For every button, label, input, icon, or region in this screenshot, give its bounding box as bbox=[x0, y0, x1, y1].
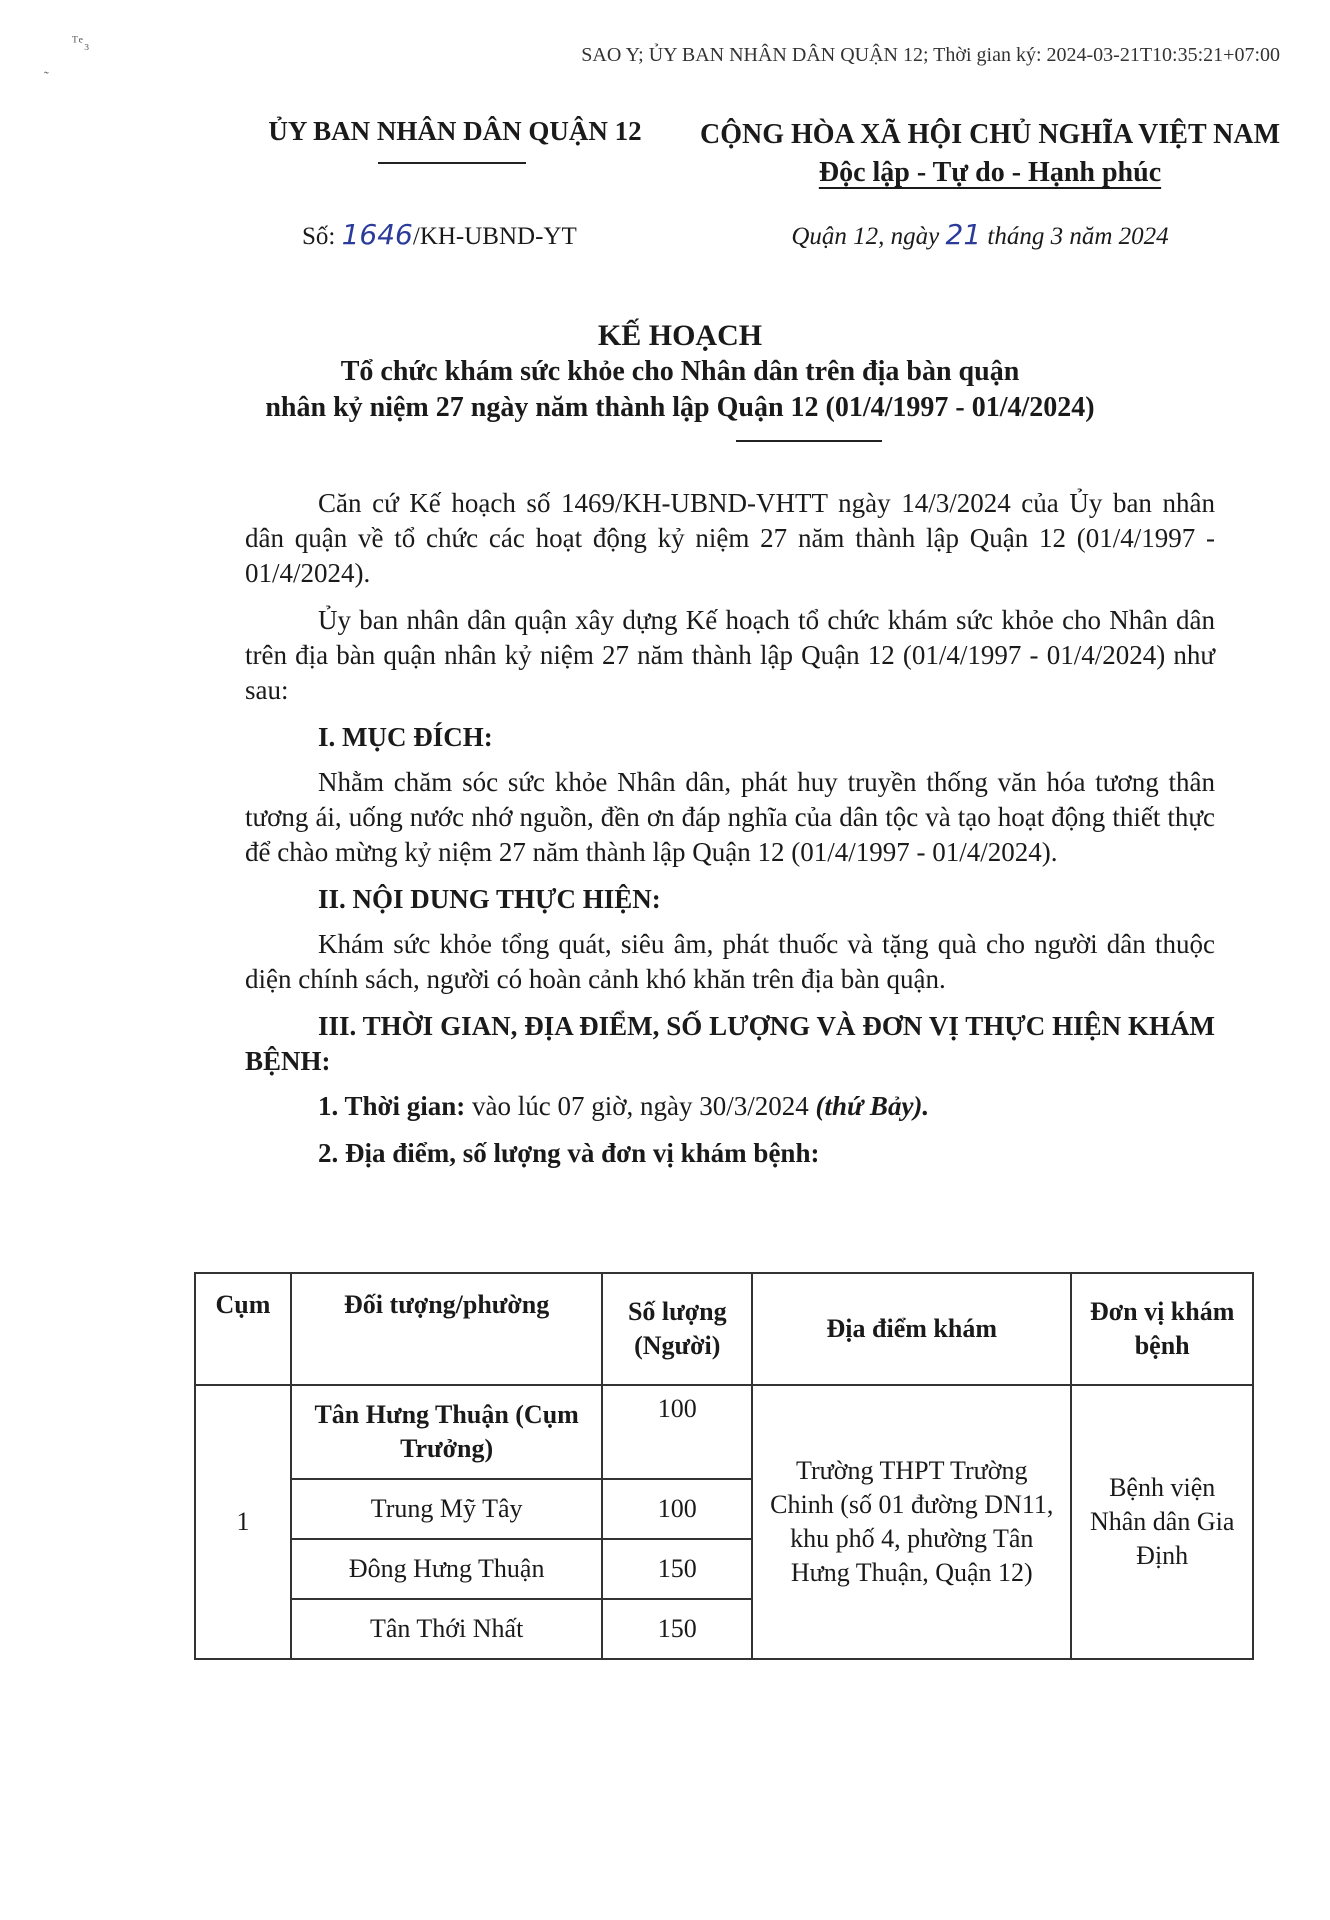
date-prefix: Quận 12, ngày bbox=[791, 223, 946, 250]
issuing-agency: ỦY BAN NHÂN DÂN QUẬN 12 bbox=[268, 116, 642, 146]
table-header-cell: Cụm bbox=[195, 1273, 291, 1385]
date-suffix: tháng 3 năm 2024 bbox=[981, 223, 1169, 250]
document-number bbox=[302, 218, 577, 251]
heading-location-table: 2. Địa điểm, số lượng và đơn vị khám bệnh: bbox=[318, 1138, 820, 1168]
table-header-cell: Số lượng (Người) bbox=[602, 1273, 752, 1385]
table-header-cell: Đối tượng/phường bbox=[291, 1273, 602, 1385]
title-line-2: nhân kỷ niệm 27 ngày năm thành lập Quận 12 (01/4/1997 - 01/4/2024) bbox=[265, 392, 1095, 423]
count-cell: 150 bbox=[602, 1599, 752, 1659]
table-row bbox=[195, 1385, 1253, 1479]
title-line-1: Tổ chức khám sức khỏe cho Nhân dân trên địa bàn quận bbox=[340, 356, 1020, 387]
agency-underline bbox=[378, 162, 526, 164]
cluster-cell: 1 bbox=[195, 1385, 291, 1659]
national-header bbox=[690, 116, 1290, 192]
national-motto: Độc lập - Tự do - Hạnh phúc bbox=[818, 157, 1162, 188]
count-cell: 100 bbox=[602, 1385, 752, 1479]
doc-no-handwritten: 1646 bbox=[341, 218, 413, 251]
document-title bbox=[180, 318, 1180, 426]
exam-schedule-table bbox=[194, 1272, 1254, 1660]
scan-artifact-dot: ˜ bbox=[44, 70, 49, 85]
table-header-cell: Địa điểm khám bbox=[752, 1273, 1071, 1385]
paragraph-purpose: Nhằm chăm sóc sức khỏe Nhân dân, phát huy truyền thống văn hóa tương thân tương ái, uống nước nhớ nguồn, đền ơn đáp nghĩa của dân tộc và tạo hoạt động thiết thực để chào mừng kỷ niệm 27 năm thành lập Quận 12 (01/4/1997 - 01/4/2024). bbox=[245, 767, 1215, 867]
country-name: CỘNG HÒA XÃ HỘI CHỦ NGHĨA VIỆT NAM bbox=[699, 119, 1281, 150]
scan-artifact-mark: ᵀᵉ₃ bbox=[72, 34, 91, 51]
table-header-row bbox=[195, 1273, 1253, 1385]
exam-location-cell: Trường THPT Trường Chinh (số 01 đường DN11, khu phố 4, phường Tân Hưng Thuận, Quận 12) bbox=[752, 1385, 1071, 1659]
table-header-cell: Đơn vị khám bệnh bbox=[1071, 1273, 1253, 1385]
doc-no-suffix: /KH-UBND-YT bbox=[412, 223, 577, 250]
ward-cell: Trung Mỹ Tây bbox=[291, 1479, 602, 1539]
paragraph-legal-basis: Căn cứ Kế hoạch số 1469/KH-UBND-VHTT ngày 14/3/2024 của Ủy ban nhân dân quận về tổ chức các hoạt động kỷ niệm 27 năm thành lập Quận 12 (01/4/1997 - 01/4/2024). bbox=[245, 488, 1215, 588]
date-day-handwritten: 21 bbox=[945, 218, 982, 251]
heading-purpose: I. MỤC ĐÍCH: bbox=[318, 722, 493, 752]
heading-time-location: III. THỜI GIAN, ĐỊA ĐIỂM, SỐ LƯỢNG VÀ ĐƠN VỊ THỰC HIỆN KHÁM BỆNH: bbox=[245, 1011, 1215, 1076]
exam-unit-cell: Bệnh viện Nhân dân Gia Định bbox=[1071, 1385, 1253, 1659]
paragraph-time bbox=[245, 1089, 1215, 1124]
time-text: vào lúc 07 giờ, ngày 30/3/2024 bbox=[465, 1091, 816, 1121]
paragraph-content: Khám sức khỏe tổng quát, siêu âm, phát thuốc và tặng quà cho người dân thuộc diện chính sách, người có hoàn cảnh khó khăn trên địa bàn quận. bbox=[245, 929, 1215, 994]
heading-content: II. NỘI DUNG THỰC HIỆN: bbox=[318, 884, 661, 914]
document-body bbox=[245, 486, 1215, 1181]
paragraph-intro: Ủy ban nhân dân quận xây dựng Kế hoạch tổ chức khám sức khỏe cho Nhân dân trên địa bàn quận nhân kỷ niệm 27 năm thành lập Quận 12 (01/4/1997 - 01/4/2024) như sau: bbox=[245, 605, 1215, 705]
ward-cell: Tân Hưng Thuận (Cụm Trưởng) bbox=[291, 1385, 602, 1479]
title-main: KẾ HOẠCH bbox=[597, 319, 763, 352]
time-label: 1. Thời gian: bbox=[318, 1091, 466, 1121]
time-day: (thứ Bảy). bbox=[815, 1091, 930, 1121]
document-date bbox=[700, 218, 1260, 251]
digital-signature-stamp: SAO Y; ỦY BAN NHÂN DÂN QUẬN 12; Thời gian ký: 2024-03-21T10:35:21+07:00 bbox=[581, 44, 1280, 66]
count-cell: 100 bbox=[602, 1479, 752, 1539]
title-underline bbox=[736, 440, 882, 442]
ward-cell: Đông Hưng Thuận bbox=[291, 1539, 602, 1599]
count-cell: 150 bbox=[602, 1539, 752, 1599]
doc-no-prefix: Số: bbox=[302, 223, 342, 250]
ward-cell: Tân Thới Nhất bbox=[291, 1599, 602, 1659]
